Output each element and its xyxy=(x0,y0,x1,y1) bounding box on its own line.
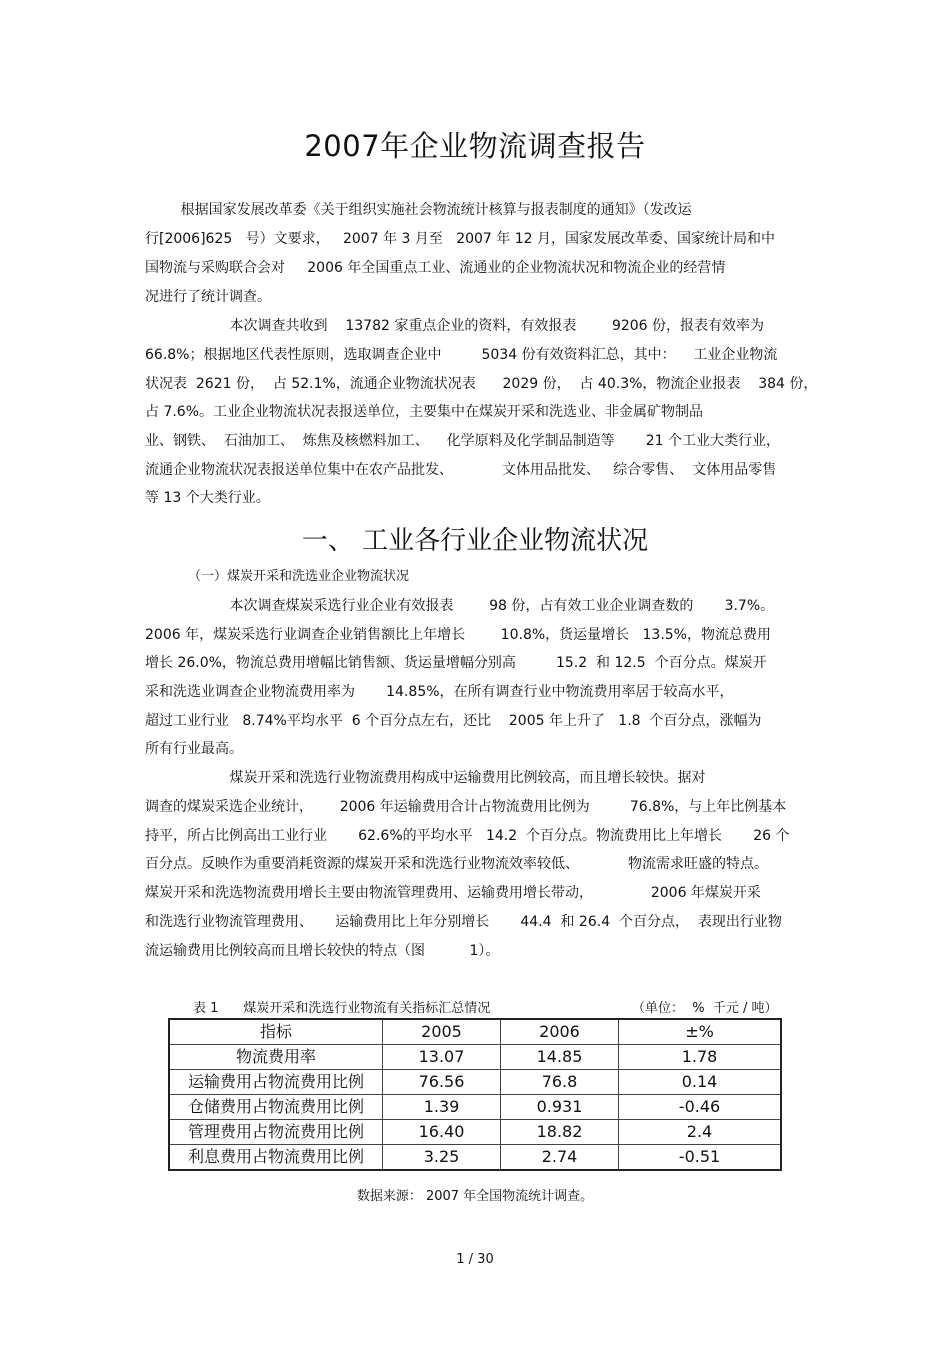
table-cell: 利息费用占物流费用比例 xyxy=(169,1145,383,1171)
table-row xyxy=(169,1070,781,1095)
table-cell: 3.25 xyxy=(383,1145,501,1171)
table-header-cell: 2006 xyxy=(501,1019,619,1045)
table-row xyxy=(169,1145,781,1171)
table-cell: 物流费用率 xyxy=(169,1045,383,1070)
table-cell: 2.74 xyxy=(501,1145,619,1171)
subsection-heading: （一）煤炭开采和洗选业企业物流状况 xyxy=(188,569,410,584)
intro-line: 根据国家发展改革委《关于组织实施社会物流统计核算与报表制度的通知》（发改运 xyxy=(145,202,692,218)
para2-line: 流通企业物流状况表报送单位集中在农产品批发、 文体用品批发、 综合零售、 文体用品零售 xyxy=(145,462,777,478)
para4-line: 持平，所占比例高出工业行业 62.6%的平均水平 14.2 个百分点。物流费用比上年增长 26 个 xyxy=(145,828,790,844)
para3-line: 增长 26.0%，物流总费用增幅比销售额、货运量增幅分别高 15.2 和 12.5 个百分点。煤炭开 xyxy=(145,655,767,671)
page-number: 1 / 30 xyxy=(456,1252,494,1267)
para3-line: 采和洗选业调查企业物流费用率为 14.85%，在所有调查行业中物流费用率居于较高水平， xyxy=(145,684,734,700)
table-header-cell: 2005 xyxy=(383,1019,501,1045)
para3-line: 2006 年，煤炭采选行业调查企业销售额比上年增长 10.8%，货运量增长 13.5%，物流总费用 xyxy=(145,627,771,643)
table-cell: 76.56 xyxy=(383,1070,501,1095)
para3-line: 本次调查煤炭采选行业企业有效报表 98 份，占有效工业企业调查数的 3.7%。 xyxy=(145,598,775,614)
table-row xyxy=(169,1045,781,1070)
table-cell: 13.07 xyxy=(383,1045,501,1070)
table-header-row xyxy=(169,1019,781,1045)
table-header-cell: ±% xyxy=(619,1019,782,1045)
table-cell: 1.39 xyxy=(383,1095,501,1120)
table-cell: 0.14 xyxy=(619,1070,782,1095)
intro-line: 国物流与采购联合会对 2006 年全国重点工业、流通业的企业物流状况和物流企业的经营情 xyxy=(145,260,726,276)
para4-line: 和洗选行业物流管理费用、 运输费用比上年分别增长 44.4 和 26.4 个百分点， 表现出行业物 xyxy=(145,914,782,930)
indicator-table xyxy=(168,1018,782,1171)
document-title: 2007年企业物流调查报告 xyxy=(304,129,646,163)
para4-line: 煤炭开采和洗选行业物流费用构成中运输费用比例较高，而且增长较快。据对 xyxy=(145,770,706,786)
table-cell: 运输费用占物流费用比例 xyxy=(169,1070,383,1095)
table-row xyxy=(169,1095,781,1120)
para2-line: 等 13 个大类行业。 xyxy=(145,490,270,506)
table-header-cell: 指标 xyxy=(169,1019,383,1045)
table-cell: 0.931 xyxy=(501,1095,619,1120)
table-source: 数据来源： 2007 年全国物流统计调查。 xyxy=(356,1189,594,1204)
table-caption: 表 1 煤炭开采和洗选行业物流有关指标汇总情况 xyxy=(193,1001,491,1016)
para3-line: 超过工业行业 8.74%平均水平 6 个百分点左右，还比 2005 年上升了 1.8 个百分点，涨幅为 xyxy=(145,713,762,729)
para4-line: 煤炭开采和洗选物流费用增长主要由物流管理费用、运输费用增长带动， 2006 年煤炭开采 xyxy=(145,885,761,901)
table-cell: 管理费用占物流费用比例 xyxy=(169,1120,383,1145)
table-unit: （单位： % 千元 / 吨） xyxy=(632,1001,778,1016)
para4-line: 流运输费用比例较高而且增长较快的特点（图 1）。 xyxy=(145,943,500,959)
para2-line: 本次调查共收到 13782 家重点企业的资料，有效报表 9206 份，报表有效率为 xyxy=(145,318,765,334)
table-cell: 2.4 xyxy=(619,1120,782,1145)
para2-line: 状况表 2621 份， 占 52.1%，流通企业物流状况表 2029 份， 占 40.3%，物流企业报表 384 份， xyxy=(145,376,818,392)
table-cell: 仓储费用占物流费用比例 xyxy=(169,1095,383,1120)
table-cell: 16.40 xyxy=(383,1120,501,1145)
table-cell: 18.82 xyxy=(501,1120,619,1145)
table-cell: -0.46 xyxy=(619,1095,782,1120)
intro-line: 况进行了统计调查。 xyxy=(145,289,271,305)
para2-line: 66.8%；根据地区代表性原则，选取调查企业中 5034 份有效资料汇总，其中： 工业企业物流 xyxy=(145,347,778,363)
table-cell: 1.78 xyxy=(619,1045,782,1070)
para4-line: 调查的煤炭采选企业统计， 2006 年运输费用合计占物流费用比例为 76.8%，与上年比例基本 xyxy=(145,799,787,815)
para4-line: 百分点。反映作为重要消耗资源的煤炭开采和洗选行业物流效率较低、 物流需求旺盛的特点。 xyxy=(145,856,768,872)
para3-line: 所有行业最高。 xyxy=(145,741,243,757)
para2-line: 占 7.6%。工业企业物流状况表报送单位，主要集中在煤炭开采和洗选业、非金属矿物制品 xyxy=(145,404,704,420)
table-cell: 76.8 xyxy=(501,1070,619,1095)
intro-line: 行[2006]625 号）文要求， 2007 年 3 月至 2007 年 12 月，国家发展改革委、国家统计局和中 xyxy=(145,231,776,247)
table-cell: -0.51 xyxy=(619,1145,782,1171)
table-row xyxy=(169,1120,781,1145)
para2-line: 业、钢铁、 石油加工、 炼焦及核燃料加工、 化学原料及化学制品制造等 21 个工业大类行业， xyxy=(145,433,781,449)
table-cell: 14.85 xyxy=(501,1045,619,1070)
section-heading: 一、 工业各行业企业物流状况 xyxy=(301,526,649,556)
